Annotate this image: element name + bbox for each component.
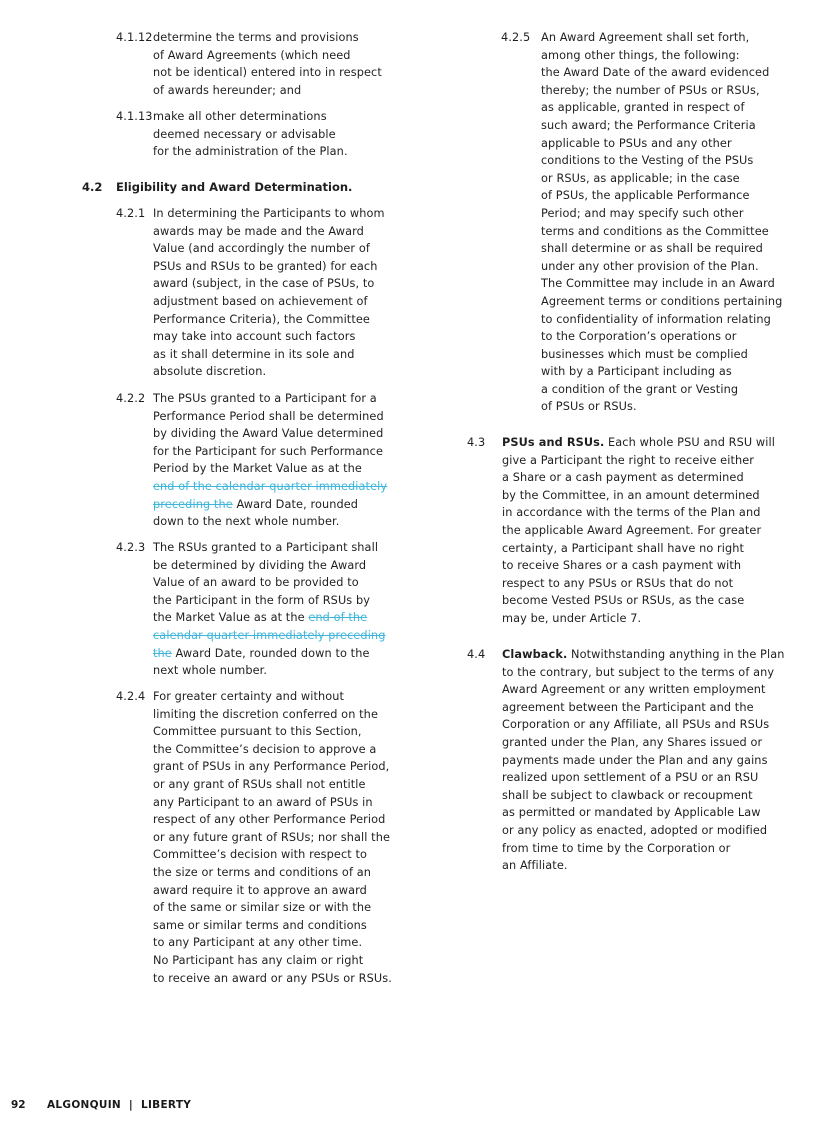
struck-text: preceding the <box>153 497 233 511</box>
text-segment: the Market Value as at the <box>153 611 309 625</box>
section-text <box>502 434 775 628</box>
text-segment: may take into account such factors <box>153 330 356 344</box>
section-text <box>153 29 382 99</box>
text-line <box>502 857 785 875</box>
text-segment: Committee’s decision with respect to <box>153 848 368 862</box>
text-line <box>502 734 785 752</box>
text-segment: of the same or similar size or with the <box>153 901 372 915</box>
text-line <box>153 293 385 311</box>
text-segment: Period by the Market Value as at the <box>153 462 362 476</box>
section-text <box>153 688 392 987</box>
text-segment: to receive an award or any PSUs or RSUs. <box>153 971 392 985</box>
text-segment: the size or terms and conditions of an <box>153 865 371 879</box>
text-segment: by dividing the Award Value determined <box>153 427 384 441</box>
text-line <box>502 434 775 452</box>
text-line <box>153 328 385 346</box>
text-segment: or RSUs, as applicable; in the case <box>541 171 740 185</box>
text-line <box>153 126 348 144</box>
text-segment: by the Committee, in an amount determined <box>502 488 760 502</box>
text-line <box>541 311 782 329</box>
text-segment: respect to any PSUs or RSUs that do not <box>502 576 734 590</box>
text-line <box>153 223 385 241</box>
text-segment: applicable to PSUs and any other <box>541 136 732 150</box>
text-segment: limiting the discretion conferred on the <box>153 707 378 721</box>
text-segment: to the Corporation’s operations or <box>541 330 737 344</box>
text-line <box>502 681 785 699</box>
text-line <box>153 846 392 864</box>
heading-title: Eligibility and Award Determination. <box>116 180 353 194</box>
text-line <box>502 646 785 664</box>
text-segment: among other things, the following: <box>541 48 740 62</box>
text-line <box>153 758 392 776</box>
text-segment: shall determine or as shall be required <box>541 242 763 256</box>
text-line <box>502 610 775 628</box>
bold-lead-in: Clawback. <box>502 648 568 661</box>
text-line <box>502 522 775 540</box>
text-line <box>541 398 782 416</box>
text-line <box>153 64 382 82</box>
section-number: 4.2.5 <box>501 31 531 44</box>
text-segment: grant of PSUs in any Performance Period, <box>153 760 390 774</box>
text-line <box>153 478 387 496</box>
text-segment: an Affiliate. <box>502 859 568 873</box>
page-number: 92 <box>11 1099 26 1111</box>
text-segment: conditions to the Vesting of the PSUs <box>541 154 754 168</box>
text-segment: a Share or a cash payment as determined <box>502 471 744 485</box>
text-segment: thereby; the number of PSUs or RSUs, <box>541 83 760 97</box>
struck-text: end of the calendar quarter immediately <box>153 479 388 493</box>
text-segment: businesses which must be complied <box>541 347 748 361</box>
text-segment: make all other determinations <box>153 110 327 123</box>
section-number: 4.2.1 <box>116 207 146 220</box>
text-segment: to the contrary, but subject to the terms of any <box>502 665 775 679</box>
text-segment: to receive Shares or a cash payment with <box>502 559 742 573</box>
text-segment: deemed necessary or advisable <box>153 127 336 141</box>
text-line <box>502 699 785 717</box>
text-segment: from time to time by the Corporation or <box>502 841 731 855</box>
text-segment: Committee pursuant to this Section, <box>153 725 362 739</box>
text-line <box>153 346 385 364</box>
text-segment: realized upon settlement of a PSU or an RSU <box>502 771 759 785</box>
text-line <box>502 504 775 522</box>
text-segment: Award Date, rounded <box>232 497 359 511</box>
text-line <box>153 829 392 847</box>
text-segment: payments made under the Plan and any gains <box>502 753 768 767</box>
text-segment: same or similar terms and conditions <box>153 918 367 932</box>
struck-text: the <box>153 646 172 660</box>
section-heading-4-2 <box>82 180 353 194</box>
text-segment: the Award Date of the award evidenced <box>541 66 770 80</box>
text-segment: any Participant to an award of PSUs in <box>153 795 373 809</box>
text-line <box>541 293 782 311</box>
text-segment: the Committee’s decision to approve a <box>153 742 377 756</box>
text-line <box>153 645 385 663</box>
section-number: 4.2.2 <box>116 392 146 405</box>
text-segment: of PSUs or RSUs. <box>541 400 637 414</box>
section-number: 4.4 <box>467 648 486 661</box>
text-segment: down to the next whole number. <box>153 515 340 529</box>
text-segment: for the administration of the Plan. <box>153 145 348 159</box>
text-line <box>502 557 775 575</box>
text-line <box>502 487 775 505</box>
text-line <box>153 776 392 794</box>
text-line <box>153 662 385 680</box>
section-text <box>153 205 385 381</box>
section-number: 4.2.4 <box>116 690 146 703</box>
text-segment: Performance Criteria), the Committee <box>153 312 370 326</box>
text-line <box>153 706 392 724</box>
text-line <box>153 311 385 329</box>
text-segment: Value (and accordingly the number of <box>153 242 370 256</box>
text-line <box>153 363 385 381</box>
text-segment: In determining the Participants to whom <box>153 207 385 220</box>
text-segment: PSUs and RSUs to be granted) for each <box>153 259 378 273</box>
text-segment: of Award Agreements (which need <box>153 48 351 62</box>
text-segment: not be identical) entered into in respect <box>153 66 382 80</box>
text-segment: as permitted or mandated by Applicable Law <box>502 806 761 820</box>
text-segment: for the Participant for such Performance <box>153 444 384 458</box>
text-segment: The Committee may include in an Award <box>541 277 775 291</box>
text-segment: the applicable Award Agreement. For greater <box>502 523 762 537</box>
text-segment: Award Date, rounded down to the <box>171 646 370 660</box>
text-line <box>153 539 385 557</box>
text-line <box>502 540 775 558</box>
brand-name: ALGONQUIN | LIBERTY <box>47 1099 192 1111</box>
text-segment: certainty, a Participant shall have no right <box>502 541 745 555</box>
text-segment: be determined by dividing the Award <box>153 558 367 572</box>
text-segment: under any other provision of the Plan. <box>541 259 759 273</box>
text-segment: Agreement terms or conditions pertaining <box>541 294 783 308</box>
text-segment: as it shall determine in its sole and <box>153 347 355 361</box>
text-line <box>153 970 392 988</box>
text-segment: awards may be made and the Award <box>153 224 364 238</box>
text-segment: The RSUs granted to a Participant shall <box>153 541 379 554</box>
text-line <box>153 811 392 829</box>
text-line <box>153 47 382 65</box>
section-text <box>541 29 782 416</box>
struck-text: calendar quarter immediately preceding <box>153 628 386 642</box>
text-line <box>541 381 782 399</box>
text-line <box>541 258 782 276</box>
text-line <box>153 390 387 408</box>
text-segment: shall be subject to clawback or recoupment <box>502 788 753 802</box>
text-line <box>502 592 775 610</box>
text-line <box>502 452 775 470</box>
section-number: 4.1.12 <box>116 31 153 44</box>
text-segment: the Participant in the form of RSUs by <box>153 593 371 607</box>
text-segment: such award; the Performance Criteria <box>541 118 756 132</box>
text-line <box>153 443 387 461</box>
text-line <box>153 952 392 970</box>
text-line <box>153 917 392 935</box>
text-segment: An Award Agreement shall set forth, <box>541 31 750 44</box>
text-line <box>153 882 392 900</box>
text-line <box>541 363 782 381</box>
text-segment: give a Participant the right to receive either <box>502 453 755 467</box>
text-segment: absolute discretion. <box>153 365 267 379</box>
text-segment: adjustment based on achievement of <box>153 294 368 308</box>
text-line <box>502 469 775 487</box>
text-segment: or any future grant of RSUs; nor shall the <box>153 830 391 844</box>
text-line <box>502 840 785 858</box>
text-segment: or any policy as enacted, adopted or modified <box>502 823 768 837</box>
text-line <box>541 346 782 364</box>
text-segment: The PSUs granted to a Participant for a <box>153 392 377 405</box>
text-line <box>153 627 385 645</box>
text-segment: award require it to approve an award <box>153 883 367 897</box>
text-segment: No Participant has any claim or right <box>153 953 364 967</box>
text-line <box>541 170 782 188</box>
text-line <box>541 135 782 153</box>
heading-number: 4.2 <box>82 180 103 194</box>
text-segment: respect of any other Performance Period <box>153 813 386 827</box>
text-line <box>153 143 348 161</box>
text-line <box>153 108 348 126</box>
text-line <box>502 716 785 734</box>
text-line <box>153 934 392 952</box>
text-segment: Value of an award to be provided to <box>153 576 359 590</box>
text-line <box>153 688 392 706</box>
text-segment: to any Participant at any other time. <box>153 936 363 950</box>
text-line <box>541 187 782 205</box>
text-line <box>541 240 782 258</box>
text-segment: Period; and may specify such other <box>541 206 744 220</box>
text-line <box>502 664 785 682</box>
section-text <box>153 539 385 680</box>
text-segment: of awards hereunder; and <box>153 83 302 97</box>
text-line <box>153 574 385 592</box>
text-line <box>502 804 785 822</box>
text-line <box>153 741 392 759</box>
text-segment: to confidentiality of information relating <box>541 312 771 326</box>
text-line <box>153 899 392 917</box>
section-text <box>502 646 785 875</box>
text-line <box>153 258 385 276</box>
text-line <box>541 47 782 65</box>
text-segment: become Vested PSUs or RSUs, as the case <box>502 594 745 608</box>
text-line <box>541 82 782 100</box>
text-segment: agreement between the Participant and the <box>502 700 754 714</box>
text-line <box>541 328 782 346</box>
text-line <box>153 592 385 610</box>
text-segment: as applicable, granted in respect of <box>541 101 745 115</box>
text-segment: with by a Participant including as <box>541 365 732 379</box>
text-segment: a condition of the grant or Vesting <box>541 382 739 396</box>
section-text <box>153 390 387 531</box>
text-segment: may be, under Article 7. <box>502 611 642 625</box>
text-line <box>153 275 385 293</box>
text-line <box>502 769 785 787</box>
text-segment: of PSUs, the applicable Performance <box>541 189 750 203</box>
text-line <box>541 152 782 170</box>
text-line <box>502 575 775 593</box>
text-line <box>541 223 782 241</box>
text-segment: determine the terms and provisions <box>153 31 359 44</box>
text-line <box>541 275 782 293</box>
text-segment: Each whole PSU and RSU will <box>604 436 775 449</box>
text-line <box>541 205 782 223</box>
text-line <box>502 822 785 840</box>
text-line <box>153 723 392 741</box>
section-text <box>153 108 348 161</box>
section-number: 4.1.13 <box>116 110 153 123</box>
text-segment: or any grant of RSUs shall not entitle <box>153 777 366 791</box>
text-line <box>153 794 392 812</box>
text-line <box>153 205 385 223</box>
text-line <box>541 29 782 47</box>
text-line <box>153 513 387 531</box>
section-number: 4.3 <box>467 436 486 449</box>
text-segment: granted under the Plan, any Shares issued or <box>502 735 763 749</box>
struck-text: end of the <box>308 611 368 625</box>
text-segment: Performance Period shall be determined <box>153 409 384 423</box>
text-line <box>541 64 782 82</box>
text-line <box>502 752 785 770</box>
text-line <box>153 29 382 47</box>
text-line <box>502 787 785 805</box>
bold-lead-in: PSUs and RSUs. <box>502 436 605 449</box>
text-line <box>153 557 385 575</box>
text-segment: in accordance with the terms of the Plan and <box>502 506 761 520</box>
text-line <box>153 864 392 882</box>
text-segment: award (subject, in the case of PSUs, to <box>153 277 375 291</box>
text-segment: Award Agreement or any written employment <box>502 683 766 697</box>
text-line <box>541 117 782 135</box>
text-segment: Corporation or any Affiliate, all PSUs and RSUs <box>502 718 770 732</box>
section-number: 4.2.3 <box>116 541 146 554</box>
text-line <box>541 99 782 117</box>
text-line <box>153 425 387 443</box>
text-segment: Notwithstanding anything in the Plan <box>567 648 785 661</box>
text-segment: For greater certainty and without <box>153 690 345 703</box>
text-segment: next whole number. <box>153 664 268 678</box>
text-segment: terms and conditions as the Committee <box>541 224 769 238</box>
text-line <box>153 82 382 100</box>
text-line <box>153 240 385 258</box>
text-line <box>153 609 385 627</box>
text-line <box>153 496 387 514</box>
text-line <box>153 408 387 426</box>
text-line <box>153 460 387 478</box>
